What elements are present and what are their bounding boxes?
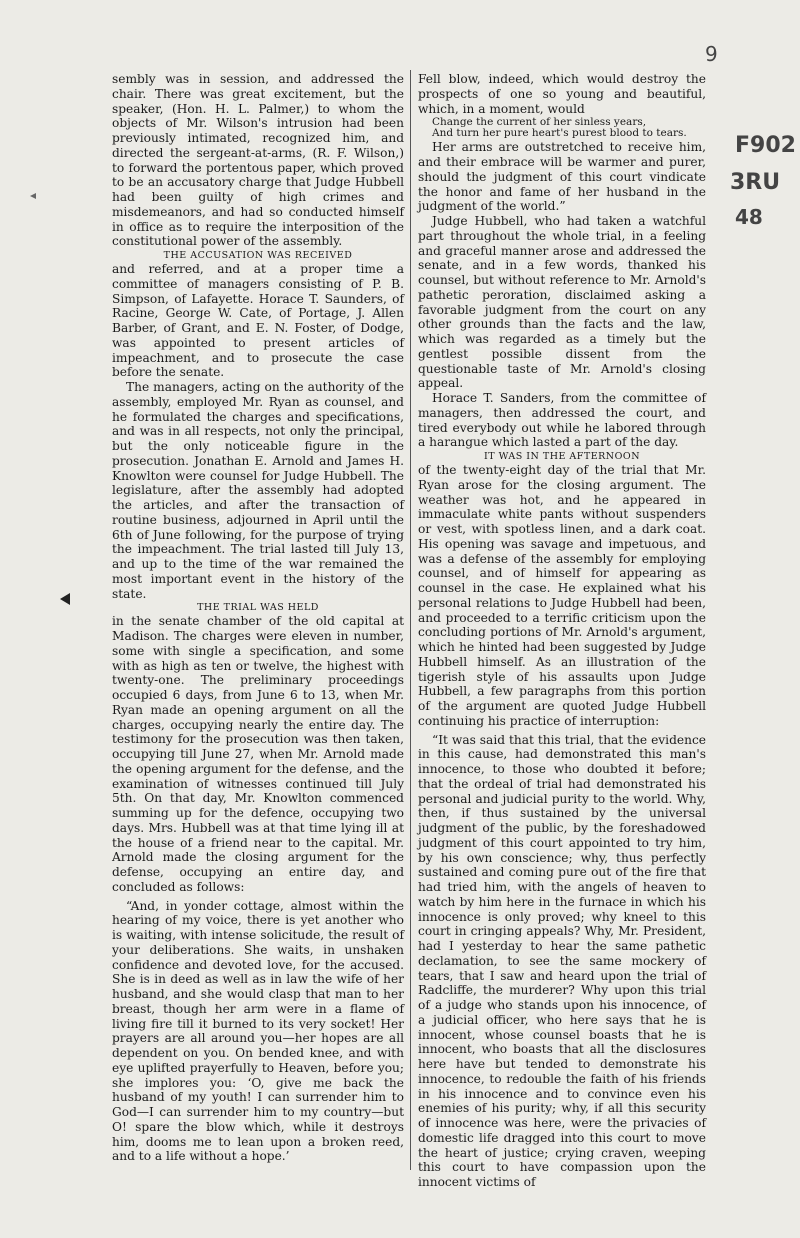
- left-paragraph-5: “And, in yonder cottage, almost within the hearing of my voice, there is yet another who is waiting, with intense solicitude, the result of your deliberations. She waits, in unshaken confidence and devoted love, for the accused. She is in deed as well as in law the wife of her husband, and she would clasp that man to her breast, though her arm were in a flame of living fire till it burned to its very socket! Her prayers are all around you—her hopes are all dependent on you. On bended knee, and with eye uplifted prayerfully to Heaven, before you; she implores you: ‘O, give me back the husband of my youth! I can surrender him to God—I can surrender him to my country—but O! spare the blow which, while it destroys him, dooms me to lean upon a broken reed, and to a life without a hope.’: [112, 898, 404, 1164]
- left-column: [112, 72, 404, 1164]
- code-annotation-line1: 3RU: [730, 170, 781, 195]
- right-column: [418, 72, 706, 1190]
- right-paragraph-3: Judge Hubbell, who had taken a watchful part throughout the whole trial, in a feeling and graceful manner arose and addressed the senate, and in a few words, thanked his counsel, but without reference to Mr. Arnold's pathetic peroration, disclaimed asking a favorable judgment from the court on any other grounds than the facts and the law, which was regarded as a timely but the gentlest possible dissent from the questionable taste of Mr. Arnold's closing appeal.: [418, 214, 706, 391]
- right-paragraph-5: of the twenty-eight day of the trial that Mr. Ryan arose for the closing argument. The weather was hot, and he appeared in immaculate white pants without suspenders or vest, with spotless linen, and a dark coat. His opening was savage and impetuous, and was a defense of the assembly for employing counsel, and of himself for appearing as counsel in the case. He explained what his personal relations to Judge Hubbell had been, and proceeded to a terrific criticism upon the concluding portions of Mr. Arnold's argument, which he hinted had been suggested by Judge Hubbell himself. As an illustration of the tigerish style of his assaults upon Judge Hubbell, a few paragraphs from this portion of the argument are quoted Judge Hubbell continuing his practice of interruption:: [418, 463, 706, 728]
- subheading-afternoon: IT WAS IN THE AFTERNOON: [483, 451, 641, 462]
- left-paragraph-3: The managers, acting on the authority of the assembly, employed Mr. Ryan as counsel, and he formulated the charges and specifications, and was in all respects, not only the principal, but the only noticeable figure in the prosecution. Jonathan E. Arnold and James H. Knowlton were counsel for Judge Hubbell. The legislature, after the assembly had adopted the articles, and after the transaction of routine business, adjourned in April until the 6th of June following, for the purpose of trying the impeachment. The trial lasted till July 13, and up to the time of the war remained the most important event in the history of the state.: [112, 380, 404, 601]
- code-annotation-line2: 48: [735, 205, 763, 229]
- subheading-trial: THE TRIAL WAS HELD: [197, 602, 319, 614]
- column-divider: [410, 70, 411, 1170]
- margin-tick-icon: [30, 193, 36, 199]
- left-paragraph-2: and referred, and at a proper time a committee of managers consisting of P. B. Simpson, of Lafayette. Horace T. Saunders, of Racine, George W. Cate, of Portage, J. Allen Barber, of Grant, and E. N. Foster, of Dodge, was appointed to present articles of impeachment, and to prosecute the case before the senate.: [112, 262, 404, 380]
- left-paragraph-4: in the senate chamber of the old capital at Madison. The charges were eleven in number, some with single a specification, and some with as high as ten or twelve, the highest with twenty-one. The preliminary proceedings occupied 6 days, from June 6 to 13, when Mr. Ryan made an opening argument on all the charges, occupying nearly the entire day. The testimony for the prosecution was then taken, occupying till June 27, when Mr. Arnold made the opening argument for the defense, and the examination of witnesses continued till July 5th. On that day, Mr. Knowlton commenced summing up for the defence, occupying two days. Mrs. Hubbell was at that time lying ill at the house of a friend near to the capital. Mr. Arnold made the closing argument for the defense, occupying an entire day, and concluded as follows:: [112, 614, 404, 894]
- right-paragraph-4: Horace T. Sanders, from the committee of managers, then addressed the court, and tired everybody out while he labored through a harangue which lasted a part of the day.: [418, 391, 706, 450]
- subheading-accusation: THE ACCUSATION WAS RECEIVED: [163, 250, 353, 261]
- verse-line-2: And turn her pure heart's purest blood to tears.: [432, 127, 687, 140]
- verse-line-1: Change the current of her sinless years,: [432, 116, 647, 129]
- margin-pointer-icon: [60, 593, 70, 605]
- page-number-annotation: 9: [705, 42, 718, 66]
- call-number-annotation: F902: [735, 133, 796, 158]
- left-paragraph-1: sembly was in session, and addressed the chair. There was great excitement, but the speaker, (Hon. H. L. Palmer,) to whom the objects of Mr. Wilson's intrusion had been previously intimated, recognized him, and directed the sergeant-at-arms, (R. F. Wilson,) to forward the portentous paper, which proved to be an accusatory charge that Judge Hubbell had been guilty of high crimes and misdemeanors, and had so conducted himself in office as to require the interposition of the constitutional power of the assembly.: [112, 72, 404, 249]
- right-paragraph-2: Her arms are outstretched to receive him, and their embrace will be warmer and purer, should the judgment of this court vindicate the honor and fame of her husband in the judgment of the world.”: [418, 140, 706, 214]
- right-paragraph-1: Fell blow, indeed, which would destroy the prospects of one so young and beautiful, which, in a moment, would: [418, 72, 706, 116]
- right-paragraph-6: “It was said that this trial, that the evidence in this cause, had demonstrated this man's innocence, to those who doubted it before; that the ordeal of trial had demonstrated his personal and judicial purity to the world. Why, then, if thus sustained by the universal judgment of the public, by the foreshadowed judgment of this court appointed to try him, by his own conscience; why, thus perfectly sustained and coming pure out of the fire that had tried him, with the angels of heaven to watch by him here in the furnace in which his innocence is only proved; why kneel to this court in cringing appeals? Why, Mr. President, had I yesterday to hear the same pathetic declamation, to see the same mockery of tears, that I saw and heard upon the trial of Radcliffe, the murderer? Why upon this trial of a judge who stands upon his innocence, of a judicial officer, who here says that he is innocent, whose counsel boasts that he is innocent, who boasts that all the disclosures here have but tended to demonstrate his innocence, to redouble the faith of his friends in his innocence and to convince even his enemies of his purity; why, if all this security of innocence was here, were the privacies of domestic life dragged into this court to move the heart of justice; crying craven, weeping this court to have compassion upon the innocent victims of: [418, 732, 706, 1189]
